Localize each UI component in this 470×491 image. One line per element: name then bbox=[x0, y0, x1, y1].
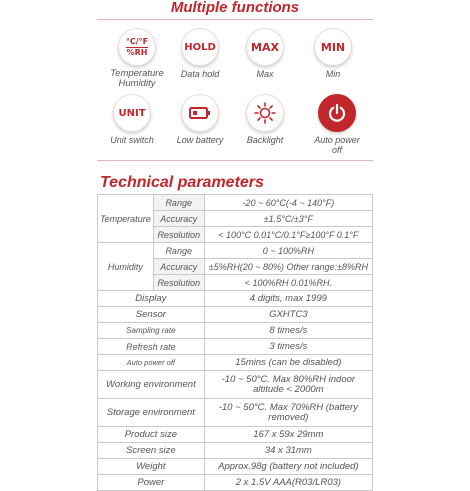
battery-icon bbox=[181, 94, 219, 132]
row-value: 15mins (can be disabled) bbox=[204, 355, 372, 371]
row-label: Working environment bbox=[98, 371, 205, 399]
row-value: 4 digits, max 1999 bbox=[204, 291, 372, 307]
feature-min bbox=[293, 28, 373, 79]
feature-label: Low battery bbox=[176, 135, 224, 145]
feature-label: Temperature Humidity bbox=[110, 68, 164, 89]
feature-label: Unit switch bbox=[110, 135, 154, 145]
table-row bbox=[98, 399, 373, 427]
row-label: Weight bbox=[98, 459, 205, 475]
table-row bbox=[98, 475, 373, 491]
row-label: Sensor bbox=[98, 307, 205, 323]
table-row bbox=[98, 307, 373, 323]
row-value: Approx.98g (battery not included) bbox=[204, 459, 372, 475]
row-value: 3 times/s bbox=[204, 339, 372, 355]
unit-icon: UNIT bbox=[113, 94, 151, 132]
feature-label: Min bbox=[325, 69, 341, 79]
row-label: Auto power off bbox=[98, 355, 205, 371]
table-row bbox=[98, 371, 373, 399]
row-label: Storage environment bbox=[98, 399, 205, 427]
row-sublabel: Resolution bbox=[153, 227, 204, 243]
row-value: < 100°C 0.01°C/0.1°F≥100°F 0.1°F bbox=[204, 227, 372, 243]
functions-title: Multiple functions bbox=[170, 0, 300, 16]
row-sublabel: Resolution bbox=[153, 275, 204, 291]
row-value: 0 ~ 100%RH bbox=[204, 243, 372, 259]
feature-auto-power-off bbox=[297, 94, 377, 155]
row-label: Power bbox=[98, 475, 205, 491]
row-label: Humidity bbox=[98, 243, 154, 291]
feature-label: Auto power off bbox=[314, 135, 360, 155]
feature-backlight bbox=[225, 94, 305, 145]
row-label: Product size bbox=[98, 427, 205, 443]
feature-label: Max bbox=[256, 69, 274, 79]
row-value: 8 times/s bbox=[204, 323, 372, 339]
feature-label: Backlight bbox=[246, 135, 284, 145]
row-value: < 100%RH 0.01%RH. bbox=[204, 275, 372, 291]
row-value: -10 ~ 50°C. Max 70%RH (battery removed) bbox=[204, 399, 372, 427]
table-row bbox=[98, 459, 373, 475]
table-row bbox=[98, 323, 373, 339]
row-sublabel: Range bbox=[153, 243, 204, 259]
min-icon: MIN bbox=[314, 28, 352, 66]
temp-unit-icon: °C/°F %RH bbox=[118, 28, 156, 66]
sun-icon bbox=[246, 94, 284, 132]
table-row bbox=[98, 291, 373, 307]
top-divider bbox=[97, 19, 373, 20]
table-row bbox=[98, 243, 373, 259]
row-value: 2 x 1.5V AAA(R03/LR03) bbox=[204, 475, 372, 491]
parameters-table bbox=[97, 194, 373, 491]
row-value: ±5%RH(20 ~ 80%) Other range:±8%RH bbox=[204, 259, 372, 275]
row-value: ±1.5°C/±3°F bbox=[204, 211, 372, 227]
row-value: -10 ~ 50°C. Max 80%RH indoor altitude < 2000m bbox=[204, 371, 372, 399]
params-title: Technical parameters bbox=[100, 174, 264, 191]
hold-icon: HOLD bbox=[181, 28, 219, 66]
row-label: Temperature bbox=[98, 195, 154, 243]
row-value: GXHTC3 bbox=[204, 307, 372, 323]
row-sublabel: Range bbox=[153, 195, 204, 211]
row-value: 34 x 31mm bbox=[204, 443, 372, 459]
table-row bbox=[98, 355, 373, 371]
row-value: -20 ~ 60°C(-4 ~ 140°F) bbox=[204, 195, 372, 211]
table-row bbox=[98, 443, 373, 459]
row-label: Screen size bbox=[98, 443, 205, 459]
row-label: Refresh rate bbox=[98, 339, 205, 355]
row-label: Display bbox=[98, 291, 205, 307]
feature-label: Data hold bbox=[180, 69, 220, 79]
row-sublabel: Accuracy bbox=[153, 259, 204, 275]
table-row bbox=[98, 427, 373, 443]
row-label: Sampling rate bbox=[98, 323, 205, 339]
row-sublabel: Accuracy bbox=[153, 211, 204, 227]
row-value: 167 x 59x 29mm bbox=[204, 427, 372, 443]
power-icon bbox=[318, 94, 356, 132]
table-row bbox=[98, 195, 373, 211]
middle-divider bbox=[97, 160, 373, 161]
max-icon: MAX bbox=[246, 28, 284, 66]
table-row bbox=[98, 339, 373, 355]
